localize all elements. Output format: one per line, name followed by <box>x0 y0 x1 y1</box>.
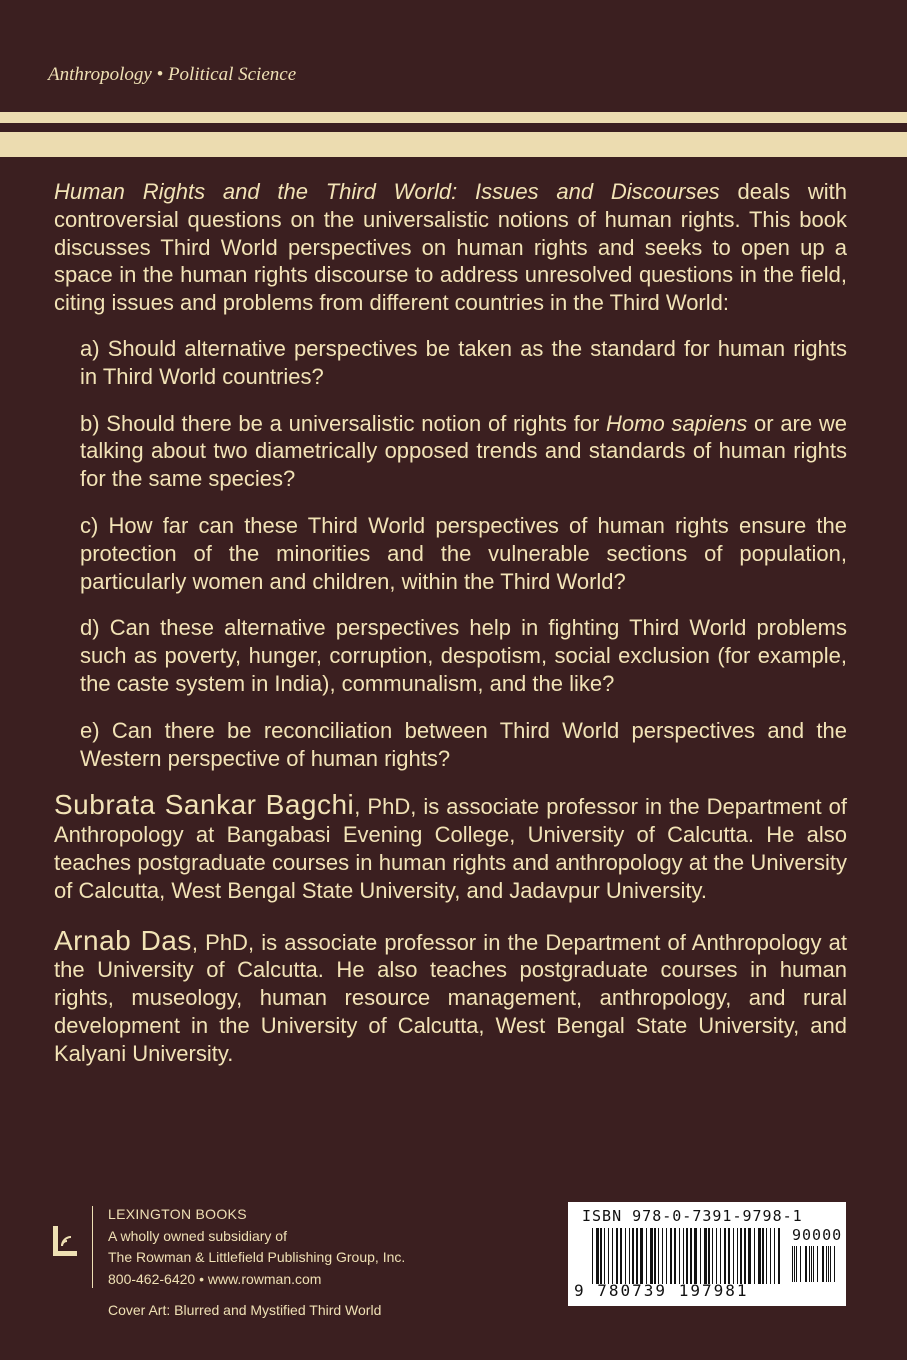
author-bio-text-2: , PhD, is associate professor in the Department of Anthropology at the University of Calcutta. He also teaches postgraduate courses in human rights, museology, human resource management, anthropology, and rural development in the University of Calcutta, West Bengal State University, and Kalyani University. <box>54 929 847 1066</box>
barcode-box <box>568 1202 846 1306</box>
publisher-subsidiary: A wholly owned subsidiary of <box>108 1227 287 1244</box>
question-a: a) Should alternative perspectives be taken as the standard for human rights in Third World countries? <box>80 335 847 389</box>
author-name-1: Subrata Sankar Bagchi <box>54 789 355 821</box>
publisher-group: The Rowman & Littlefield Publishing Group, Inc. <box>108 1249 406 1265</box>
price-barcode <box>792 1246 840 1282</box>
author-bio-text-1: , PhD, is associate professor in the Department of Anthropology at Bangabasi Evening College, University of Calcutta. He also teaches postgraduate courses in human rights and anthropology at the University of Calcutta, West Bengal State University, and Jadavpur University. <box>54 794 847 903</box>
price-code: 90000 <box>792 1226 843 1244</box>
author-bios <box>54 791 847 1067</box>
question-b <box>80 410 847 493</box>
author-bio-1 <box>54 791 847 904</box>
cover-art-credit: Cover Art: Blurred and Mystified Third World <box>108 1302 382 1318</box>
decorative-stripe-bottom <box>0 132 907 157</box>
book-title: Human Rights and the Third World: Issues and Discourses <box>54 179 720 204</box>
back-cover-content <box>54 178 847 1090</box>
publisher-contact: 800-462-6420 • www.rowman.com <box>108 1270 322 1287</box>
publisher-lines <box>108 1204 448 1290</box>
barcode-digits: 9 780739 197981 <box>574 1281 749 1300</box>
publisher-name: LEXINGTON BOOKS <box>108 1206 247 1222</box>
question-d: d) Can these alternative perspectives help in fighting Third World problems such as poverty, hunger, corruption, despotism, social exclusion (for example, the caste system in India), communalism, and the like? <box>80 615 847 696</box>
author-bio-2 <box>54 924 847 1068</box>
isbn-barcode <box>592 1228 782 1284</box>
question-list <box>54 335 847 772</box>
question-b-end: or are we talking about two diametrically opposed trends and standards of human rights for the same species? <box>80 410 847 492</box>
intro-paragraph <box>54 178 847 317</box>
question-b-start: b) Should there be a universalistic notion of rights for <box>80 410 607 436</box>
category-line: Anthropology • Political Science <box>48 64 297 85</box>
question-b-species: Homo sapiens <box>606 410 748 436</box>
isbn-text: ISBN 978-0-7391-9798-1 <box>582 1207 803 1225</box>
publisher-divider <box>92 1206 93 1288</box>
decorative-stripe-top <box>0 112 907 123</box>
author-name-2: Arnab Das <box>54 924 192 956</box>
question-e: e) Can there be reconciliation between Third World perspectives and the Western perspective of human rights? <box>80 717 847 771</box>
intro-text: deals with controversial questions on the universalistic notions of human rights. This book discusses Third World perspectives on human rights and seeks to open up a space in the human rights discourse to address unresolved questions in the field, citing issues and problems from different countries in the Third World: <box>54 179 847 316</box>
publisher-logo-icon <box>52 1226 78 1256</box>
question-c: c) How far can these Third World perspectives of human rights ensure the protection of the minorities and the vulnerable sections of population, particularly women and children, within the Third World? <box>80 512 847 594</box>
